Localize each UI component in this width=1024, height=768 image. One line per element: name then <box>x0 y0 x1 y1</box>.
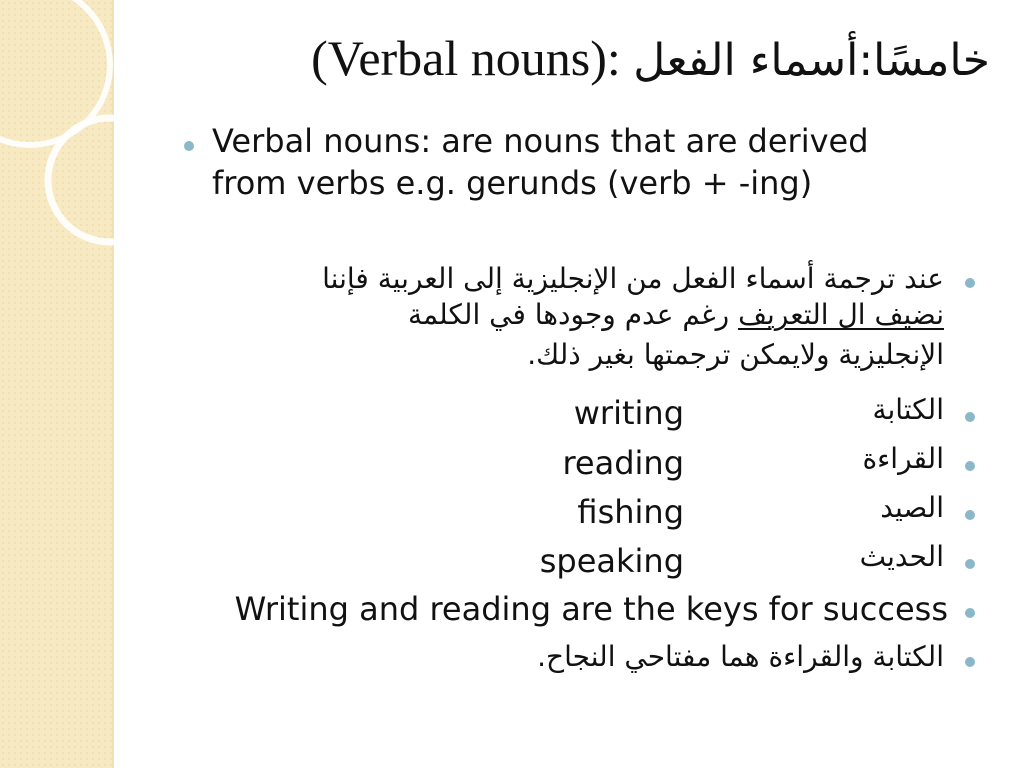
example-arabic: القراءة <box>862 442 944 475</box>
example-english: reading <box>562 444 684 482</box>
sentence-arabic: الكتابة والقراءة هما مفتاحي النجاح. <box>537 640 944 673</box>
bullet-icon <box>965 510 975 520</box>
title-english: (Verbal nouns): <box>311 30 621 86</box>
decorative-rings-icon <box>0 0 160 300</box>
bullet-icon <box>965 608 975 618</box>
title-arabic: خامسًا:أسماء الفعل <box>633 35 990 86</box>
example-arabic: الحديث <box>859 540 944 573</box>
slide-title <box>311 28 990 91</box>
bullet-icon <box>965 461 975 471</box>
sentence-english: Writing and reading are the keys for success <box>234 590 948 628</box>
bullet-icon <box>965 412 975 422</box>
example-english: fishing <box>577 493 684 531</box>
definition-line-2: from verbs e.g. gerunds (verb + -ing) <box>212 164 813 202</box>
explanation-line-3: الإنجليزية ولايمكن ترجمتها بغير ذلك. <box>527 338 944 371</box>
example-arabic: الصيد <box>880 491 944 524</box>
explanation-line-1: عند ترجمة أسماء الفعل من الإنجليزية إلى العربية فإننا <box>322 262 944 295</box>
explanation-line-2 <box>408 298 944 332</box>
example-arabic: الكتابة <box>872 393 944 426</box>
bullet-icon <box>965 559 975 569</box>
bullet-icon <box>184 141 194 151</box>
definition-line-1: Verbal nouns: are nouns that are derived <box>212 122 869 160</box>
explanation-underlined: نضيف ال التعريف <box>738 298 944 331</box>
example-english: speaking <box>539 542 684 580</box>
bullet-icon <box>965 657 975 667</box>
example-english: writing <box>573 394 684 432</box>
bullet-icon <box>965 278 975 288</box>
explanation-line-2-rest: رغم عدم وجودها في الكلمة <box>407 298 739 331</box>
